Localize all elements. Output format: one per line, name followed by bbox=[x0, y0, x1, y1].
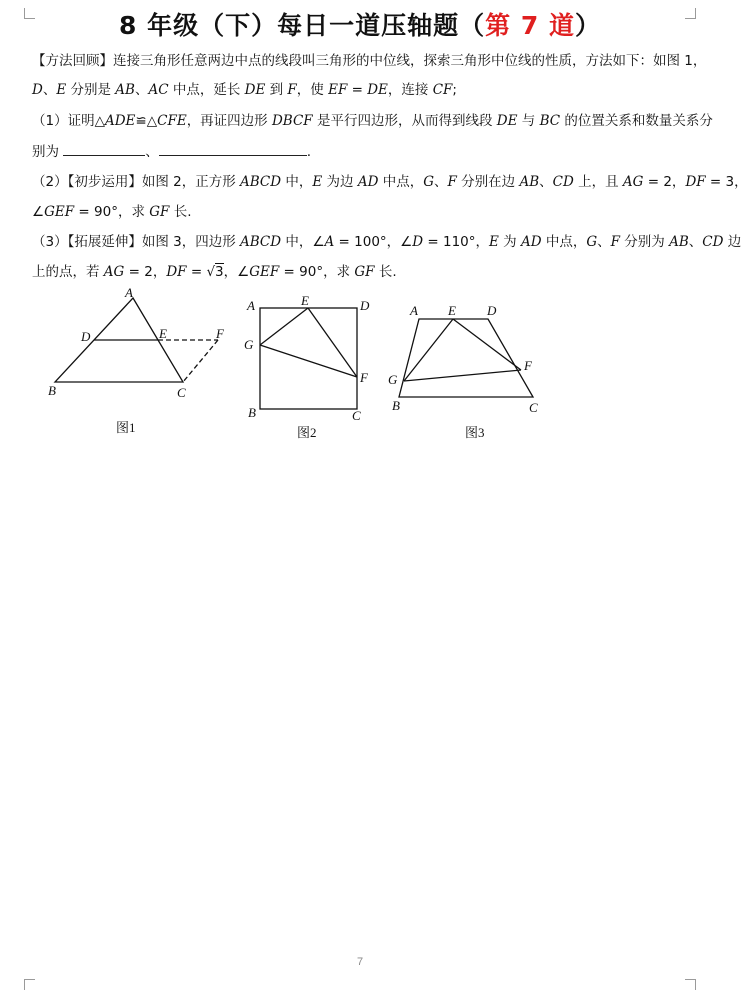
label-b: B bbox=[248, 405, 256, 420]
math-var: AB bbox=[519, 174, 540, 190]
label-e: E bbox=[301, 293, 309, 308]
text-run: . bbox=[306, 144, 312, 160]
text-run: 分别在边 bbox=[456, 174, 520, 190]
text-run: = 2， bbox=[643, 174, 686, 190]
text-run: ; bbox=[452, 82, 457, 98]
figure-2 bbox=[240, 290, 380, 450]
math-var: E bbox=[489, 234, 499, 250]
label-d: D bbox=[81, 329, 91, 344]
text-run: 、 bbox=[134, 82, 149, 98]
review-tag: 【方法回顾】 bbox=[32, 53, 113, 69]
math-var: DE bbox=[244, 82, 266, 98]
text-run: 、 bbox=[434, 174, 448, 190]
text-run: = bbox=[347, 82, 368, 98]
text-run: 中点， bbox=[378, 174, 424, 190]
text-run: （3）【拓展延伸】如图 3，四边形 bbox=[32, 234, 241, 250]
text-run: 、 bbox=[688, 234, 703, 250]
label-d: D bbox=[487, 303, 497, 318]
label-b: B bbox=[392, 398, 400, 413]
math-var: AC bbox=[148, 82, 169, 98]
text-run: 别为 bbox=[32, 144, 64, 160]
q3-line-1 bbox=[32, 232, 742, 252]
figure-1 bbox=[40, 282, 240, 442]
figure-1-caption: 图1 bbox=[116, 420, 136, 435]
math-var: DF bbox=[166, 264, 187, 280]
math-var: G bbox=[423, 174, 435, 190]
q2-line-1 bbox=[32, 172, 748, 192]
text-run: = 3， bbox=[705, 174, 748, 190]
math-var: AG bbox=[103, 264, 125, 280]
review-line-1 bbox=[32, 51, 707, 71]
math-var: A bbox=[324, 234, 335, 250]
q1-line-2 bbox=[32, 142, 698, 162]
text-run: 的位置关系和数量关系分 bbox=[560, 113, 713, 129]
math-var: AB bbox=[669, 234, 689, 250]
math-var: AG bbox=[622, 174, 644, 190]
label-g: G bbox=[244, 337, 254, 352]
math-var: DF bbox=[685, 174, 706, 190]
text-run: = 90°，求 bbox=[74, 204, 150, 220]
text-run: 边 bbox=[723, 234, 742, 250]
quadrilateral-abcd bbox=[399, 319, 533, 397]
text-run: = 100°，∠ bbox=[334, 234, 413, 250]
label-f: F bbox=[216, 326, 224, 341]
title-main: 8 年级（下）每日一道压轴题（ bbox=[119, 11, 486, 40]
text-run: 分别是 bbox=[66, 82, 116, 98]
math-var: G bbox=[586, 234, 598, 250]
text-run: 为边 bbox=[322, 174, 358, 190]
text-run: 上的点，若 bbox=[32, 264, 104, 280]
math-var: GF bbox=[354, 264, 375, 280]
text-run: = 90°，求 bbox=[279, 264, 355, 280]
math-var: AD bbox=[357, 174, 379, 190]
math-var: E bbox=[312, 174, 323, 190]
math-var: CD bbox=[702, 234, 724, 250]
label-a: A bbox=[410, 303, 418, 318]
label-f: F bbox=[524, 358, 532, 373]
text-run: ，再证四边形 bbox=[186, 113, 272, 129]
text-run: = bbox=[186, 264, 207, 280]
label-c: C bbox=[529, 400, 538, 415]
math-var: CD bbox=[552, 174, 574, 190]
text-run: 分别为 bbox=[620, 234, 670, 250]
figure-3 bbox=[385, 292, 555, 452]
text-run: ∠ bbox=[32, 204, 45, 220]
review-line-2 bbox=[32, 80, 698, 100]
math-var: EF bbox=[328, 82, 348, 98]
text-run: 、 bbox=[597, 234, 611, 250]
label-b: B bbox=[48, 383, 56, 398]
math-var: ABCD bbox=[240, 234, 282, 250]
math-var: D bbox=[32, 82, 43, 98]
figure-3-drawing bbox=[385, 292, 555, 452]
text-run: 长. bbox=[169, 204, 192, 220]
page-title bbox=[0, 6, 720, 42]
q2-line-2 bbox=[32, 202, 698, 222]
math-var: BC bbox=[539, 113, 561, 129]
text-run: ，连接 bbox=[387, 82, 433, 98]
math-var: CF bbox=[432, 82, 453, 98]
text-run: ≌△ bbox=[135, 113, 158, 129]
segment-gf bbox=[404, 370, 521, 381]
corner-mark bbox=[24, 979, 35, 990]
sqrt-sign: √ bbox=[206, 264, 216, 280]
text-run: 、 bbox=[42, 82, 57, 98]
text-run: 中，∠ bbox=[281, 234, 325, 250]
label-c: C bbox=[352, 408, 361, 423]
answer-blank-1[interactable] bbox=[63, 142, 145, 156]
label-a: A bbox=[125, 285, 133, 300]
segment-ef bbox=[308, 308, 357, 377]
segment-gf bbox=[260, 345, 357, 377]
figure-3-caption: 图3 bbox=[465, 425, 485, 440]
label-e: E bbox=[159, 326, 167, 341]
text-run: 中点，延长 bbox=[168, 82, 245, 98]
label-d: D bbox=[360, 298, 370, 313]
label-a: A bbox=[247, 298, 255, 313]
segment-ef bbox=[453, 319, 521, 370]
corner-mark bbox=[685, 979, 696, 990]
figure-2-drawing bbox=[240, 290, 380, 450]
label-g: G bbox=[388, 372, 398, 387]
q1-line-1 bbox=[32, 111, 713, 131]
label-f: F bbox=[360, 370, 368, 385]
text-run: 是平行四边形，从而得到线段 bbox=[312, 113, 497, 129]
math-var: AB bbox=[115, 82, 135, 98]
math-var: E bbox=[56, 82, 67, 98]
segment-eg bbox=[260, 308, 308, 345]
text-run: （2）【初步运用】如图 2，正方形 bbox=[32, 174, 241, 190]
answer-blank-2[interactable] bbox=[159, 142, 307, 156]
title-close: ） bbox=[574, 11, 601, 40]
math-var: AD bbox=[520, 234, 542, 250]
math-var: GEF bbox=[44, 204, 75, 220]
text-run: 到 bbox=[265, 82, 288, 98]
title-highlight: 第 7 道 bbox=[485, 11, 575, 40]
text-run: 中， bbox=[281, 174, 313, 190]
math-var: F bbox=[447, 174, 457, 190]
math-var: DE bbox=[367, 82, 388, 98]
math-var: GF bbox=[149, 204, 170, 220]
text-run: ，使 bbox=[296, 82, 329, 98]
math-var: CFE bbox=[157, 113, 187, 129]
math-var: ADE bbox=[104, 113, 136, 129]
math-var: DBCF bbox=[271, 113, 313, 129]
math-var: DE bbox=[496, 113, 518, 129]
review-text: 连接三角形任意两边中点的线段叫三角形的中位线，探索三角形中位线的性质，方法如下：如图 1， bbox=[113, 53, 707, 69]
q3-line-2 bbox=[32, 262, 698, 282]
math-var: D bbox=[412, 234, 424, 250]
text-run: 上，且 bbox=[573, 174, 623, 190]
math-var: F bbox=[287, 82, 297, 98]
sqrt-radicand: 3 bbox=[215, 264, 224, 280]
text-run: 、 bbox=[145, 144, 159, 160]
label-c: C bbox=[177, 385, 186, 400]
text-run: 中点， bbox=[541, 234, 587, 250]
text-run: 与 bbox=[517, 113, 540, 129]
text-run: 为 bbox=[498, 234, 521, 250]
label-e: E bbox=[448, 303, 456, 318]
figure-2-caption: 图2 bbox=[297, 425, 317, 440]
math-var: GEF bbox=[249, 264, 280, 280]
math-var: ABCD bbox=[240, 174, 282, 190]
text-run: 、 bbox=[539, 174, 553, 190]
text-run: = 110°， bbox=[423, 234, 490, 250]
text-run: = 2， bbox=[124, 264, 167, 280]
text-run: 长. bbox=[374, 264, 397, 280]
page-number: 7 bbox=[356, 956, 364, 968]
segment-cf-dashed bbox=[183, 340, 218, 382]
text-run: （1）证明△ bbox=[32, 113, 105, 129]
square-abcd bbox=[260, 308, 357, 409]
text-run: ，∠ bbox=[223, 264, 250, 280]
figure-1-drawing bbox=[40, 282, 240, 442]
math-var: F bbox=[610, 234, 621, 250]
